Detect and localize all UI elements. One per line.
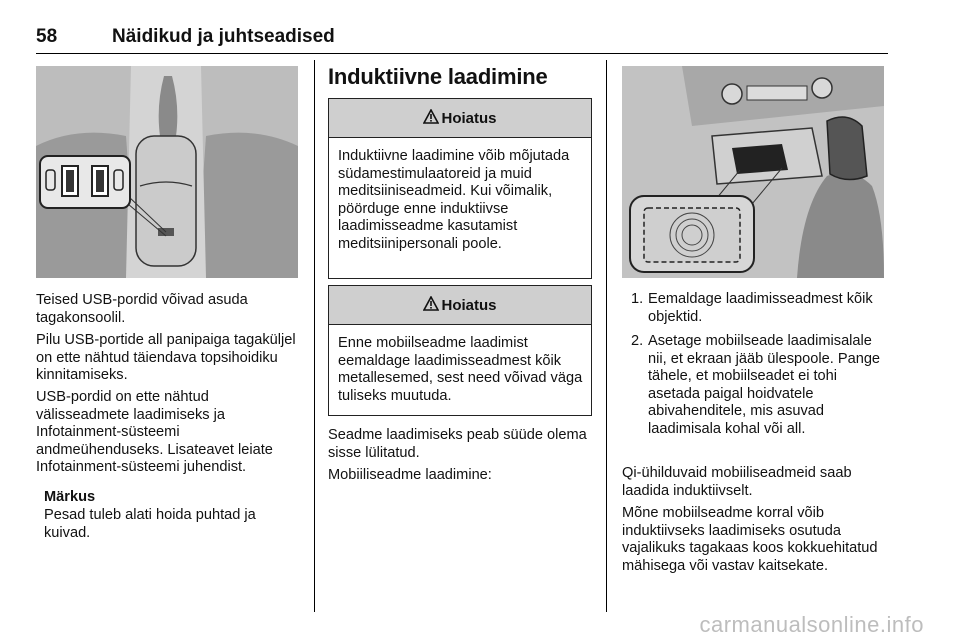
section-title: Induktiivne laadimine	[328, 64, 548, 89]
step-text: Eemaldage laadimisseadmest kõik objektid.	[648, 291, 873, 325]
usb-ports-illustration	[36, 66, 298, 278]
column-separator-left	[314, 60, 315, 612]
warning-text: Induktiivne laadimine võib mõjutada südamestimulaatoreid ja muid meditsiiniseadmeid. Kui võimalik, pöörduge enne induktiivse laadimisseadme kasutamist meditsiinipersonali poole.	[338, 148, 570, 252]
watermark-text: carmanualsonline.info	[699, 612, 924, 637]
wireless-charger-illustration	[622, 66, 884, 278]
paragraph-ignition: Seadme laadimiseks peab süüde olema sisse lülitatud.	[328, 427, 587, 461]
step-number: 2.	[631, 333, 644, 349]
charging-steps	[622, 291, 890, 445]
warning-triangle-icon	[423, 296, 439, 315]
warning-header	[329, 286, 591, 325]
header-rule	[36, 53, 888, 54]
paragraph-qi-compatible: Qi-ühilduvaid mobiiliseadmeid saab laadida induktiivselt.	[622, 465, 852, 499]
warning-title: Hoiatus	[441, 296, 497, 314]
note-text: Pesad tuleb alati hoida puhtad ja kuivad.	[44, 507, 256, 541]
paragraph-cup-holder: Pilu USB-portide all panipaiga tagaküljel on ette nähtud täiendava topsihoidiku kinnitamiseks.	[36, 332, 296, 383]
warning-box-metal	[328, 285, 592, 416]
step-text: Asetage mobiilseade laadimisalale nii, et ekraan jääb ülespoole. Pange tähele, et mobiilseadet ei tohi asetada paigal hoidvatele abivahenditele, mis asuvad laadimisala kohal või all.	[648, 333, 881, 437]
step-number: 1.	[631, 291, 644, 307]
warning-text: Enne mobiilseadme laadimist eemaldage laadimisseadmest kõik metallesemed, sest need võivad väga tuliseks muutuda.	[338, 335, 583, 404]
paragraph-usb-purpose: USB-pordid on ette nähtud välisseadmete laadimiseks ja Infotainment-süsteemi andmeühenduseks. Lisateavet leiate Infotainment-süsteemi juhendist.	[36, 389, 273, 475]
page-header	[36, 26, 888, 56]
column-separator-right	[606, 60, 607, 612]
list-item	[622, 291, 890, 326]
note-title: Märkus	[44, 489, 96, 505]
warning-header	[329, 99, 591, 138]
page-number: 58	[36, 26, 58, 47]
warning-box-medical	[328, 98, 592, 279]
paragraph-rear-usb: Teised USB-pordid võivad asuda tagakonsoolil.	[36, 292, 248, 326]
warning-triangle-icon	[423, 109, 439, 128]
paragraph-charging-intro: Mobiiliseadme laadimine:	[328, 467, 492, 483]
paragraph-back-cover: Mõne mobiilseadme korral võib induktiivseks laadimiseks osutuda vajalikuks tagakaas koos kokkuehitatud mähisega või vastav kaitsekate.	[622, 505, 878, 574]
page-title: Näidikud ja juhtseadised	[112, 26, 335, 47]
list-item	[622, 333, 890, 438]
warning-title: Hoiatus	[441, 109, 497, 127]
